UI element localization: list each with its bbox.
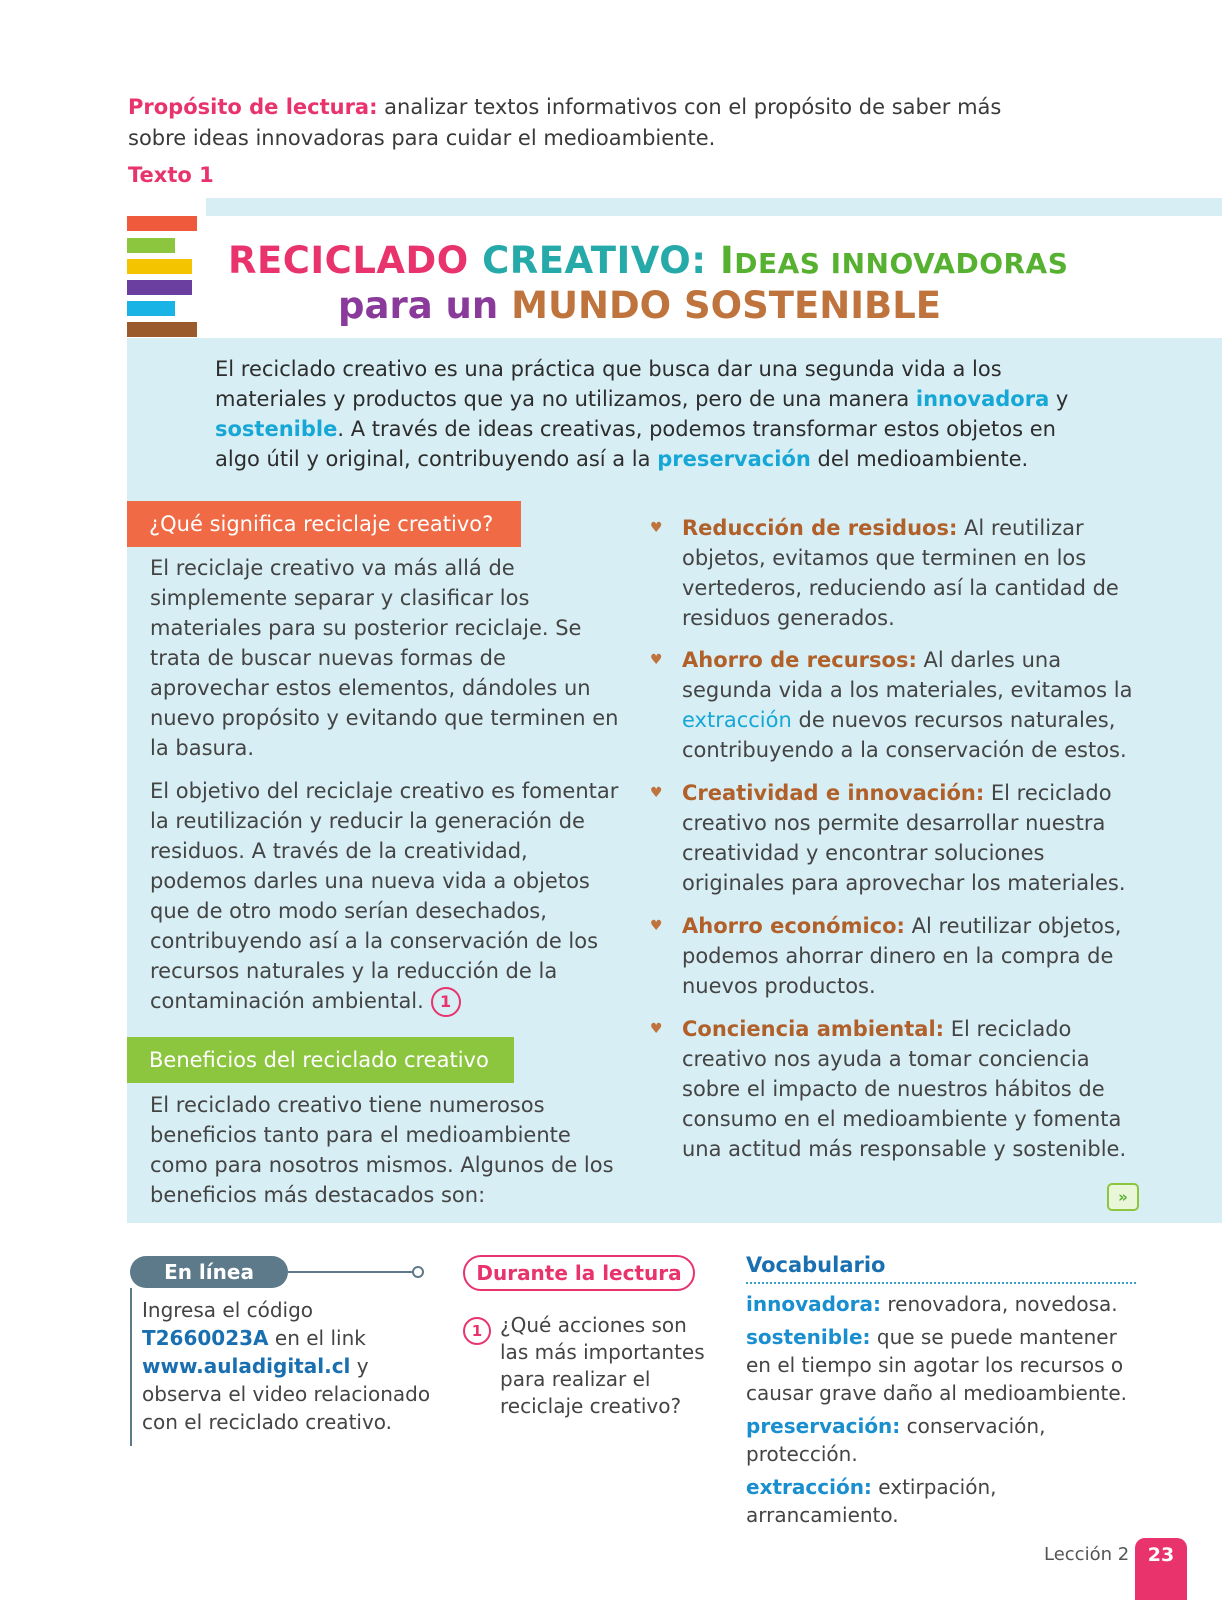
heart-icon: ♥ <box>650 918 663 934</box>
online-instructions <box>142 1296 442 1436</box>
stripe-green <box>127 238 175 253</box>
meaning-paragraph-2 <box>150 776 630 1017</box>
list-item <box>650 778 1140 898</box>
lesson-label: Lección 2 <box>1044 1544 1130 1565</box>
reading-purpose <box>128 92 1028 154</box>
intro-text: y <box>1049 387 1069 411</box>
keyword-innovadora: innovadora <box>915 387 1050 411</box>
meaning-paragraph-1: El reciclaje creativo va más allá de simplemente separar y clasificar los materiales para su posterior reciclaje. Se trata de buscar nuevas formas de aprovechar estos elementos, dándoles un nuevo propósito y evitando que terminen en la basura. <box>150 556 619 760</box>
vocabulary-term: sostenible: <box>746 1325 871 1349</box>
online-connector <box>288 1271 414 1273</box>
online-text: y observa el video relacionado con el reciclado creativo. <box>142 1354 431 1434</box>
list-item <box>650 513 1140 633</box>
during-reading-label: Durante la lectura <box>463 1255 695 1291</box>
vocabulary-definition: conservación, protección. <box>746 1414 1046 1466</box>
stripe-blue <box>127 301 175 316</box>
online-side-rule <box>130 1288 132 1446</box>
intro-text: . A través de ideas creativas, podemos transformar estos objetos en algo útil y original, contribuyendo así a la <box>215 417 1056 471</box>
title-line2-a: para un <box>338 284 499 327</box>
bullet-title: Reducción de residuos: <box>682 516 958 540</box>
vocabulary-term: preservación: <box>746 1414 901 1438</box>
keyword-sostenible: sostenible <box>215 417 338 441</box>
page-number: 23 <box>1135 1538 1187 1600</box>
stripe-red <box>127 216 197 231</box>
list-item <box>650 911 1140 1001</box>
main-title-line1 <box>228 238 1068 287</box>
title-part3-initial: I <box>719 239 735 282</box>
bullet-title: Ahorro de recursos: <box>682 648 917 672</box>
during-reading-question: ¿Qué acciones son las más importantes para realizar el reciclaje creativo? <box>500 1313 705 1418</box>
section-heading-benefits: Beneficios del reciclado creativo <box>127 1037 514 1083</box>
bullet-text: de nuevos recursos naturales, contribuyendo a la conservación de estos. <box>682 708 1127 762</box>
intro-text: del medioambiente. <box>810 447 1029 471</box>
bullet-title: Ahorro económico: <box>682 914 905 938</box>
stripe-purple <box>127 280 192 295</box>
bullet-text: Al reutilizar objetos, evitamos que terminen en los vertederos, reduciendo así la cantidad de residuos generados. <box>682 516 1119 630</box>
vocabulary-definition: que se puede mantener en el tiempo sin agotar los recursos o causar grave daño al medioambiente. <box>746 1325 1127 1405</box>
website-link[interactable]: www.auladigital.cl <box>142 1354 351 1378</box>
title-line2-b: MUNDO SOSTENIBLE <box>511 284 942 327</box>
section-heading-meaning: ¿Qué significa reciclaje creativo? <box>127 501 521 547</box>
access-code: T2660023A <box>142 1326 269 1350</box>
vocabulary-item <box>746 1323 1146 1407</box>
vocabulary-item <box>746 1412 1146 1468</box>
list-item <box>650 645 1140 765</box>
keyword-preservacion: preservación <box>657 447 811 471</box>
header-band <box>206 198 1222 216</box>
purpose-text: analizar textos informativos con el propósito de saber más sobre ideas innovadoras para cuidar el medioambiente. <box>128 95 1002 150</box>
vocabulary-definition: extirpación, arrancamiento. <box>746 1475 997 1527</box>
question-number: 1 <box>463 1317 491 1345</box>
bullet-text: El reciclado creativo nos permite desarrollar nuestra creatividad y encontrar soluciones originales para aprovechar los materiales. <box>682 781 1126 895</box>
online-connector-dot <box>412 1266 424 1278</box>
main-title-line2 <box>338 283 941 329</box>
heart-icon: ♥ <box>650 1021 663 1037</box>
stripe-brown <box>127 322 197 337</box>
bullet-title: Conciencia ambiental: <box>682 1017 945 1041</box>
title-part1: RECICLADO <box>228 239 469 282</box>
heart-icon: ♥ <box>650 652 663 668</box>
bullet-text: El reciclado creativo nos ayuda a tomar conciencia sobre el impacto de nuestros hábitos de consumo en el medioambiente y fomenta una actitud más responsable y sostenible. <box>682 1017 1127 1161</box>
question-marker: 1 <box>431 987 461 1017</box>
intro-paragraph <box>215 354 1075 474</box>
title-part3-rest: DEAS INNOVADORAS <box>734 247 1069 280</box>
list-item <box>650 1014 1140 1164</box>
online-label: En línea <box>130 1256 288 1288</box>
vocabulary-title: Vocabulario <box>746 1253 886 1277</box>
vocabulary-item <box>746 1473 1146 1529</box>
online-text: Ingresa el código <box>142 1298 314 1322</box>
vocabulary-list <box>746 1290 1146 1534</box>
vocabulary-term: innovadora: <box>746 1292 882 1316</box>
double-chevron-right-icon[interactable]: » <box>1107 1183 1139 1211</box>
intro-text: El reciclado creativo es una práctica que busca dar una segunda vida a los materiales y productos que ya no utilizamos, pero de una manera <box>215 357 1002 411</box>
meaning-paragraph-2-text: El objetivo del reciclaje creativo es fomentar la reutilización y reducir la generación de residuos. A través de la creatividad, podemos darles una nueva vida a objetos que de otro modo serían desechados, contribuyendo así a la conservación de los recursos naturales y la reducción de la contaminación ambiental. <box>150 779 619 1013</box>
vocabulary-definition: renovadora, novedosa. <box>881 1292 1118 1316</box>
bullet-text: Al darles una segunda vida a los materiales, evitamos la <box>682 648 1133 702</box>
vocabulary-divider <box>746 1282 1136 1284</box>
heart-icon: ♥ <box>650 785 663 801</box>
online-text: en el link <box>268 1326 366 1350</box>
vocabulary-item <box>746 1290 1146 1318</box>
purpose-label: Propósito de lectura: <box>128 95 378 119</box>
vocabulary-term: extracción: <box>746 1475 872 1499</box>
keyword-extraccion: extracción <box>682 708 792 732</box>
heart-icon: ♥ <box>650 520 663 536</box>
text-label: Texto 1 <box>128 163 214 187</box>
benefits-intro: El reciclado creativo tiene numerosos beneficios tanto para el medioambiente como para nosotros mismos. Algunos de los beneficios más destacados son: <box>150 1093 614 1207</box>
title-part2: CREATIVO: <box>482 239 707 282</box>
title-part3 <box>720 239 1068 282</box>
bullet-text: Al reutilizar objetos, podemos ahorrar dinero en la compra de nuevos productos. <box>682 914 1122 998</box>
bullet-title: Creatividad e innovación: <box>682 781 985 805</box>
stripe-yellow <box>127 259 192 274</box>
